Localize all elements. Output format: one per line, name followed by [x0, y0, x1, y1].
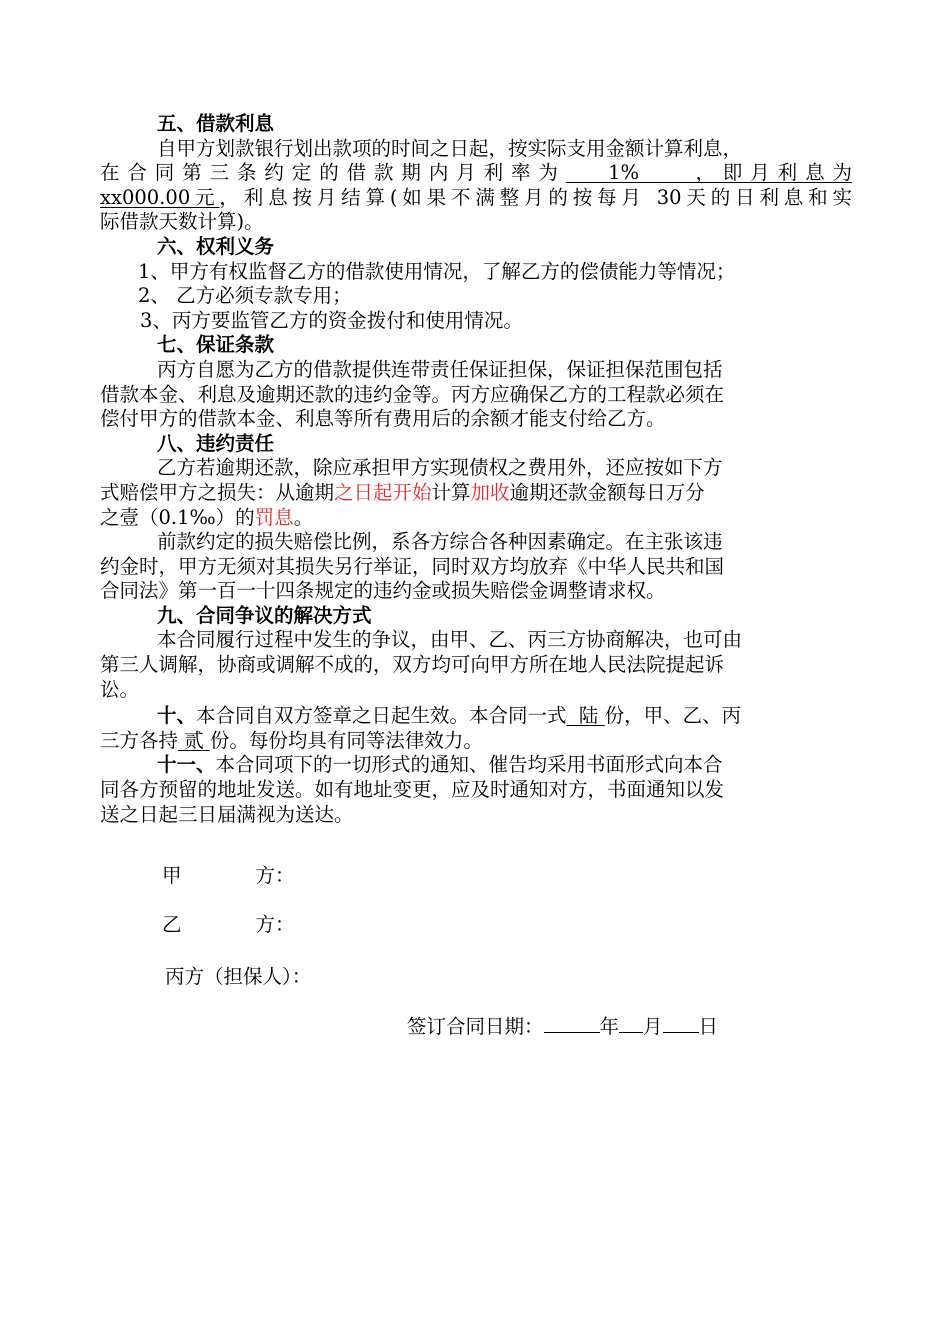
month-blank: [619, 1014, 643, 1033]
section-5-text: 在合同第三条约定的借款期内月利率为: [100, 161, 566, 185]
monthly-interest-value: xx000.00元: [100, 185, 220, 209]
section-10-text: 份，甲、乙、丙: [604, 704, 742, 728]
section-6-heading: 六、权利义务: [157, 234, 275, 258]
party-b-suffix: 方：: [255, 913, 295, 936]
section-11-number: 十一、: [157, 753, 216, 777]
party-c-label: 丙方（担保人）：: [165, 965, 312, 988]
section-7-line: 偿付甲方的借款本金、利息等所有费用后的余额才能支付给乙方。: [100, 407, 666, 431]
section-10-text: 份。每份均具有同等法律效力。: [209, 728, 483, 752]
monthly-interest-label: ，即月利息为: [695, 161, 852, 185]
month-label: 月: [643, 1015, 663, 1038]
section-8-text: 之壹（0.1‰）的: [100, 505, 255, 529]
day-blank: [663, 1014, 699, 1033]
section-8-line: 乙方若逾期还款，除应承担甲方实现债权之费用外，还应按如下方: [157, 456, 723, 480]
party-a-suffix: 方：: [255, 864, 295, 887]
section-8-line: [100, 481, 852, 506]
section-10-line: [100, 729, 852, 754]
contract-page: [100, 112, 852, 827]
rights-item: 2、 乙方必须专款专用；: [138, 284, 352, 308]
section-5-text: ，利息按月结算(如果不满整月的按每月 30天的日利息和实: [219, 185, 852, 209]
party-b-char: 乙: [162, 913, 182, 936]
section-8-line: 约金时，甲方无须对其损失另行举证，同时双方均放弃《中华人民共和国: [100, 554, 725, 578]
signing-date-label: 签订合同日期：: [407, 1015, 544, 1038]
section-8-text: 。: [293, 505, 314, 529]
section-5-line: [100, 161, 852, 186]
section-7-heading: 七、保证条款: [157, 333, 275, 357]
section-5-line: 自甲方划款银行划出款项的时间之日起，按实际支用金额计算利息，: [157, 136, 743, 160]
section-10-text: 本合同自双方签章之日起生效。本合同一式: [196, 704, 567, 728]
section-7-line: 借款本金、利息及逾期还款的违约金等。丙方应确保乙方的工程款必须在: [100, 382, 725, 406]
section-9-heading: 九、合同争议的解决方式: [157, 603, 372, 627]
section-11-line: 同各方预留的地址发送。如有地址变更，应及时通知对方，书面通知以发: [100, 778, 725, 802]
party-a-label: [162, 860, 295, 888]
section-8-text: 计算: [431, 480, 471, 504]
section-10-line: [100, 704, 852, 729]
party-b-label: [162, 909, 295, 937]
copies-each: 贰: [178, 728, 210, 752]
section-8-text: 逾期还款金额每日万分: [509, 480, 705, 504]
section-5-heading: 五、借款利息: [157, 112, 275, 135]
highlighted-text: 罚息: [254, 505, 294, 529]
section-5-line: 际借款天数计算)。: [100, 210, 264, 234]
rights-item: 1、甲方有权监督乙方的借款使用情况，了解乙方的偿债能力等情况；: [138, 259, 736, 283]
section-8-text: 式赔偿甲方之损失：从逾期: [100, 480, 335, 504]
section-8-line: [100, 506, 852, 531]
highlighted-text: 之日起开始: [334, 480, 432, 504]
rights-item: 3、丙方要监管乙方的资金拨付和使用情况。: [140, 308, 523, 332]
section-10-text: 三方各持: [100, 728, 179, 752]
year-blank: [544, 1014, 600, 1033]
party-a-char: 甲: [162, 864, 182, 887]
day-label: 日: [698, 1015, 719, 1038]
section-9-line: 第三人调解，协商或调解不成的，双方均可向甲方所在地人民法院提起诉: [100, 653, 725, 677]
monthly-rate-value: 1%: [565, 161, 696, 185]
copies-total: 陆: [566, 704, 605, 728]
section-9-line: 本合同履行过程中发生的争议，由甲、乙、丙三方协商解决，也可由: [157, 628, 743, 652]
section-5-line: [100, 186, 852, 211]
section-8-line: 合同法》第一百一十四条规定的违约金或损失赔偿金调整请求权。: [100, 579, 666, 603]
section-8-heading: 八、违约责任: [157, 431, 275, 455]
section-10-number: 十、: [157, 704, 197, 728]
section-9-line: 讼。: [100, 677, 140, 701]
section-11-line: [100, 753, 852, 778]
section-11-text: 本合同项下的一切形式的通知、催告均采用书面形式向本合: [215, 753, 723, 777]
section-8-line: 前款约定的损失赔偿比例，系各方综合各种因素确定。在主张该违: [157, 530, 723, 554]
section-7-line: 丙方自愿为乙方的借款提供连带责任保证担保，保证担保范围包括: [157, 357, 723, 381]
section-11-line: 送之日起三日届满视为送达。: [100, 802, 354, 826]
highlighted-text: 加收: [470, 480, 510, 504]
signing-date: [407, 1011, 718, 1039]
year-label: 年: [599, 1015, 620, 1038]
